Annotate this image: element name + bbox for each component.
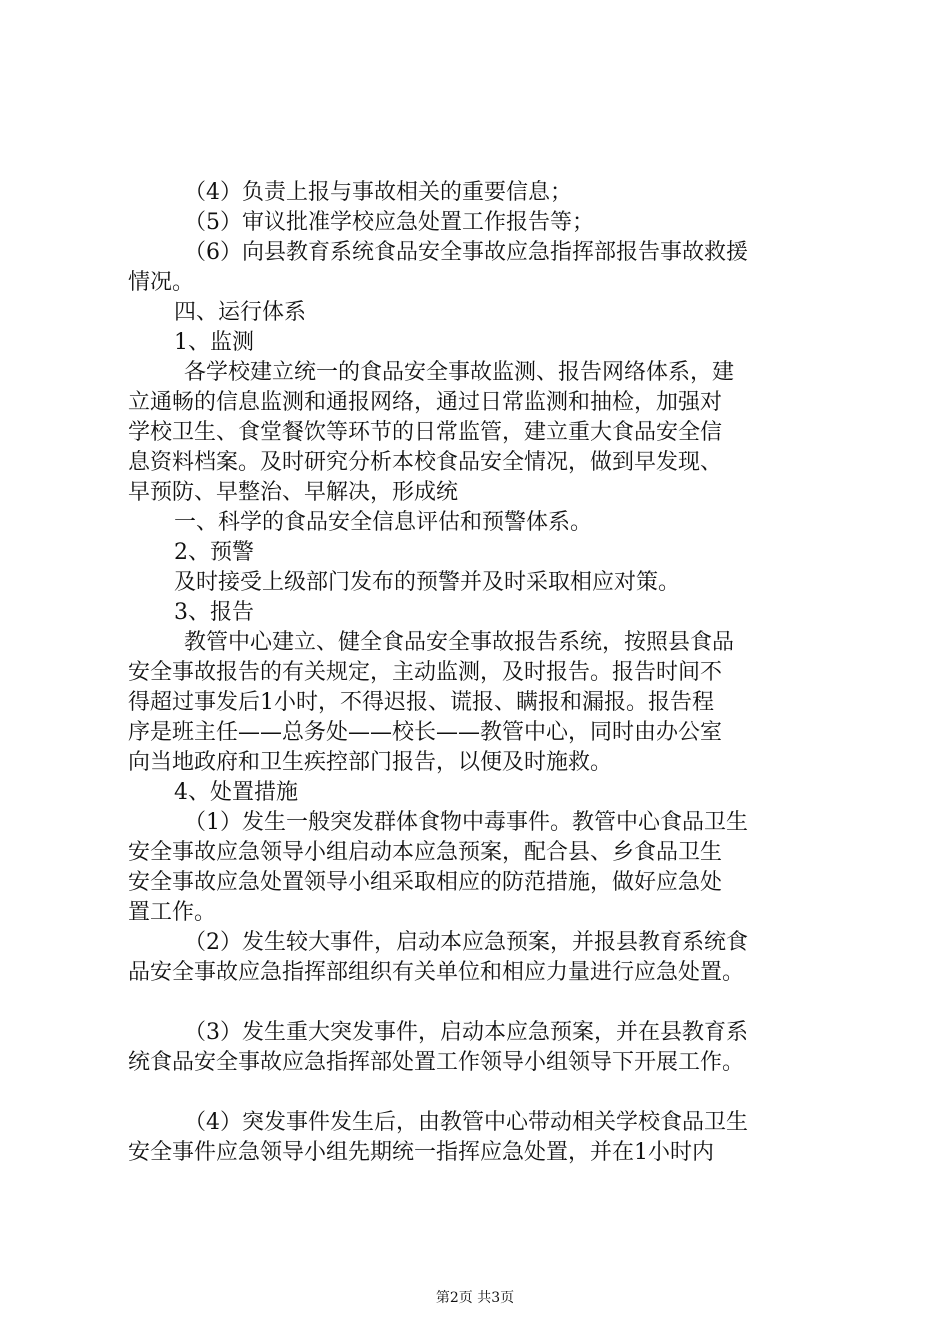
text-line: （1）发生一般突发群体食物中毒事件。教管中心食品卫生 (184, 810, 748, 835)
subsection-heading: 1、监测 (174, 330, 254, 355)
text-line: 安全事件应急领导小组先期统一指挥应急处置，并在1小时内 (128, 1140, 714, 1165)
page-number-footer: 第2页 共3页 (435, 1290, 515, 1306)
text-line: 立通畅的信息监测和通报网络，通过日常监测和抽检，加强对 (128, 390, 723, 415)
text-line: （2）发生较大事件，启动本应急预案，并报县教育系统食 (184, 930, 748, 955)
text-line: （6）向县教育系统食品安全事故应急指挥部报告事故救援 (184, 240, 748, 265)
subsection-heading: 2、预警 (174, 540, 254, 565)
text-line: 教管中心建立、健全食品安全事故报告系统，按照县食品 (184, 630, 735, 655)
text-line: 置工作。 (128, 900, 217, 925)
subsection-heading: 3、报告 (174, 600, 254, 625)
text-line: （4）突发事件发生后，由教管中心带动相关学校食品卫生 (184, 1110, 748, 1135)
text-line: 向当地政府和卫生疾控部门报告，以便及时施救。 (128, 750, 613, 775)
text-line: （3）发生重大突发事件，启动本应急预案，并在县教育系 (184, 1020, 748, 1045)
subsection-heading: 4、处置措施 (174, 780, 298, 805)
text-line: 品安全事故应急指挥部组织有关单位和相应力量进行应急处置。 (128, 960, 745, 985)
text-line: 学校卫生、食堂餐饮等环节的日常监管，建立重大食品安全信 (128, 420, 723, 445)
text-line: 息资料档案。及时研究分析本校食品安全情况，做到早发现、 (128, 450, 723, 475)
text-line: （5）审议批准学校应急处置工作报告等； (184, 210, 594, 235)
text-line: 统食品安全事故应急指挥部处置工作领导小组领导下开展工作。 (128, 1050, 745, 1075)
text-line: 情况。 (128, 270, 195, 295)
text-line: 各学校建立统一的食品安全事故监测、报告网络体系，建 (184, 360, 735, 385)
section-heading: 四、运行体系 (174, 300, 307, 325)
text-line: （4）负责上报与事故相关的重要信息； (184, 180, 572, 205)
text-line: 安全事故应急处置领导小组采取相应的防范措施，做好应急处 (128, 870, 723, 895)
text-line: 安全事故应急领导小组启动本应急预案，配合县、乡食品卫生 (128, 840, 723, 865)
text-line: 及时接受上级部门发布的预警并及时采取相应对策。 (174, 570, 681, 595)
text-line: 安全事故报告的有关规定，主动监测，及时报告。报告时间不 (128, 660, 723, 685)
text-line: 得超过事发后1小时，不得迟报、谎报、瞒报和漏报。报告程 (128, 690, 714, 715)
text-line: 早预防、早整治、早解决，形成统 (128, 480, 459, 505)
text-line: 一、科学的食品安全信息评估和预警体系。 (174, 510, 593, 535)
text-line: 序是班主任——总务处——校长——教管中心，同时由办公室 (128, 720, 723, 745)
